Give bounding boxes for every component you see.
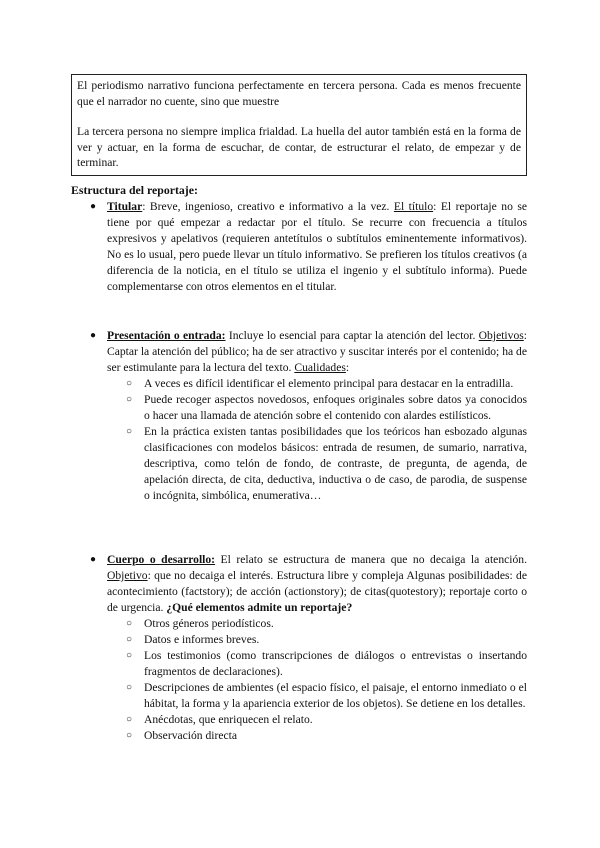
- cuerpo-label: Cuerpo o desarrollo:: [107, 553, 216, 566]
- list-item-text: Puede recoger aspectos novedosos, enfoques originales sobre datos ya conocidos o hacer una llamada de atención sobre el contenido con alardes estilísticos.: [144, 393, 527, 422]
- list-item: [126, 616, 527, 632]
- list-item: [126, 648, 527, 680]
- list-item-text: Otros géneros periodísticos.: [144, 617, 274, 630]
- intro-box: [71, 74, 527, 176]
- list-item-text: Anécdotas, que enriquecen el relato.: [144, 713, 313, 726]
- titulo-label: El título: [393, 200, 434, 213]
- list-item-text: Los testimonios (como transcripciones de diálogos o entrevistas o insertando fragmentos de declaraciones).: [144, 649, 527, 678]
- cuerpo-section: [90, 552, 527, 744]
- list-item: [126, 712, 527, 728]
- circle-bullet-icon: ○: [126, 730, 133, 741]
- circle-bullet-icon: ○: [126, 378, 133, 389]
- circle-bullet-icon: ○: [126, 394, 133, 405]
- list-item-text: Datos e informes breves.: [144, 633, 260, 646]
- titular-section: [90, 199, 527, 295]
- list-item-text: Descripciones de ambientes (el espacio físico, el paisaje, el entorno inmediato o el hábitat, la forma y la apariencia exterior de los objetos). Se detiene en los detalles.: [144, 681, 527, 710]
- cuerpo-text-1: El relato se estructura de manera que no decaiga la atención.: [215, 553, 527, 566]
- circle-bullet-icon: ○: [126, 426, 133, 437]
- section-heading: Estructura del reportaje:: [71, 183, 198, 197]
- circle-bullet-icon: ○: [126, 634, 133, 645]
- bullet-icon: ●: [90, 201, 97, 212]
- list-item: [126, 424, 527, 504]
- bullet-icon: ●: [90, 330, 97, 341]
- list-item: [126, 376, 527, 392]
- entrada-section: [90, 328, 527, 504]
- list-item: [126, 728, 527, 744]
- circle-bullet-icon: ○: [126, 714, 133, 725]
- circle-bullet-icon: ○: [126, 618, 133, 629]
- entrada-text-2: : Captar la atención del público; ha de ser atractivo y suscitar interés por el contenido; ha de ser estimulante para la lectura del texto.: [107, 329, 527, 374]
- cuerpo-question: ¿Qué elementos admite un reportaje?: [166, 601, 353, 614]
- intro-paragraph-1: El periodismo narrativo funciona perfectamente en tercera persona. Cada es menos frecuente que el narrador no cuente, sino que muestre: [77, 79, 521, 108]
- entrada-text-1: Incluye lo esencial para captar la atención del lector.: [225, 329, 479, 342]
- list-item-text: A veces es difícil identificar el elemento principal para destacar en la entradilla.: [144, 377, 514, 390]
- entrada-text-3: :: [345, 361, 350, 374]
- titular-label: Titular: [107, 200, 143, 213]
- list-item: [126, 632, 527, 648]
- titular-text-1: : Breve, ingenioso, creativo e informativo a la vez.: [142, 200, 394, 213]
- list-item: [126, 680, 527, 712]
- cuerpo-text-2: : que no decaiga el interés. Estructura libre y compleja Algunas posibilidades: de acontecimiento (factstory); de acción (actionstory); de citas(quotestory); reportaje corto o de urgencia.: [107, 569, 527, 614]
- titular-text-2: : El reportaje no se tiene por qué empezar a redactar por el título. Se recurre con frecuencia a títulos expresivos y apelativos (requieren antetítulos o subtítulos eminentemente informativos). No es lo usual, pero puede llevar un título informativo. Se prefieren los títulos creativos (a diferencia de la noticia, en el título se utiliza el ingenio y el subtítulo informa). Puede complementarse con otros elementos en el titular.: [107, 200, 527, 293]
- entrada-label: Presentación o entrada:: [107, 329, 226, 342]
- intro-paragraph-2: La tercera persona no siempre implica frialdad. La huella del autor también está en la forma de ver y actuar, en la forma de escuchar, de contar, de estructurar el relato, de empezar y de terminar.: [77, 125, 521, 170]
- list-item-text: Observación directa: [144, 729, 238, 742]
- bullet-icon: ●: [90, 554, 97, 565]
- objetivo-label: Objetivo: [107, 569, 148, 582]
- list-item-text: En la práctica existen tantas posibilidades que los teóricos han esbozado algunas clasificaciones con modelos básicos: entrada de resumen, de sumario, narrativa, descriptiva, como telón de fondo, de contraste, de pregunta, de agenda, de apelación directa, de cita, deductiva, inductiva o de caso, de parodia, de suspense o incógnita, simbólica, enumerativa…: [144, 425, 527, 502]
- cualidades-label: Cualidades: [294, 361, 346, 374]
- circle-bullet-icon: ○: [126, 682, 133, 693]
- circle-bullet-icon: ○: [126, 650, 133, 661]
- list-item: [126, 392, 527, 424]
- objetivos-label: Objetivos: [478, 329, 524, 342]
